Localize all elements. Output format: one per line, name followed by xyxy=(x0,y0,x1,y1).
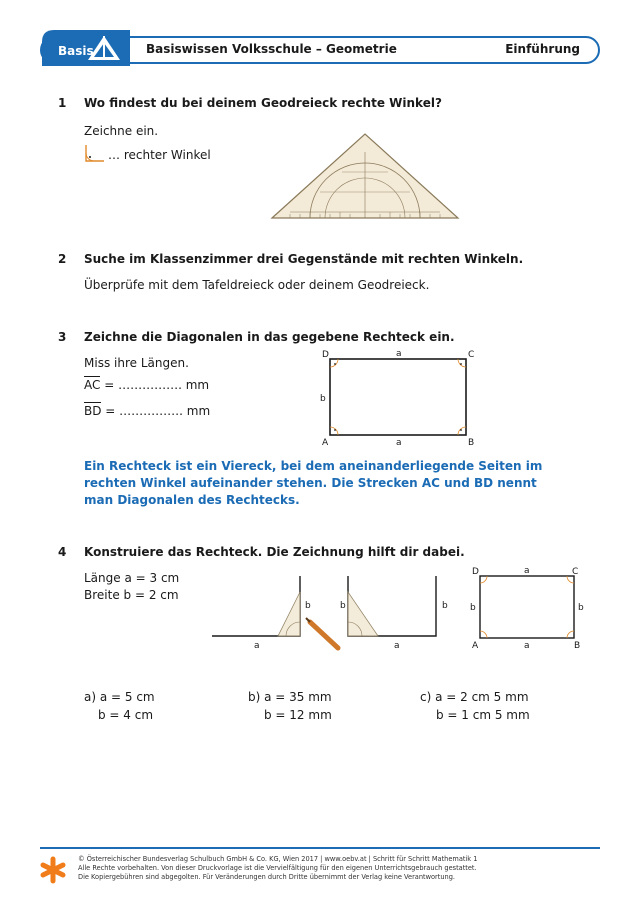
side-b-left-2: b xyxy=(470,603,476,613)
ac-label: AC xyxy=(84,378,101,392)
vertex-b: B xyxy=(468,438,475,448)
task-1-instruction: Zeichne ein. xyxy=(84,124,159,138)
right-angle-legend: … rechter Winkel xyxy=(108,148,211,162)
rectangle-info-text: Ein Rechteck ist ein Viereck, bei dem aneinanderliegende Seiten im rechten Winkel aufeinander stehen. Die Strecken AC und BD nennt man Diagonalen des Rechtecks. xyxy=(84,459,543,507)
vertex-c-2: C xyxy=(572,567,579,577)
side-b-left: b xyxy=(320,394,326,404)
given-width: Breite b = 2 cm xyxy=(84,588,179,602)
exercise-c-line2: b = 1 cm 5 mm xyxy=(436,708,530,722)
right-angle-symbol-icon xyxy=(84,143,106,163)
sketch-label-b3: b xyxy=(442,601,448,611)
side-a-bottom-2: a xyxy=(524,641,530,651)
ac-blank: = ……………. mm xyxy=(100,378,210,392)
publisher-logo-icon xyxy=(40,856,66,884)
bd-label: BD xyxy=(84,404,102,418)
ac-measure-line xyxy=(84,378,209,392)
side-a-top: a xyxy=(396,349,402,359)
given-length: Länge a = 3 cm xyxy=(84,571,180,585)
task-3-question: Zeichne die Diagonalen in das gegebene Rechteck ein. xyxy=(84,330,455,344)
exercise-b-line1: b) a = 35 mm xyxy=(248,690,332,704)
task-4-number: 4 xyxy=(58,545,67,559)
constructed-rectangle xyxy=(468,564,586,652)
sketch-label-b1: b xyxy=(305,601,311,611)
task-3-number: 3 xyxy=(58,330,67,344)
exercise-a-line1: a) a = 5 cm xyxy=(84,690,155,704)
task-2-instruction: Überprüfe mit dem Tafeldreieck oder deinem Geodreieck. xyxy=(84,278,430,292)
set-square-icon xyxy=(270,132,460,220)
vertex-d: D xyxy=(322,350,329,360)
task-4-question: Konstruiere das Rechteck. Die Zeichnung hilft dir dabei. xyxy=(84,545,465,559)
vertex-b-2: B xyxy=(574,641,581,651)
pencil-icon xyxy=(306,618,338,648)
side-a-top-2: a xyxy=(524,566,530,576)
section-label: Einführung xyxy=(505,42,580,56)
bd-blank: = ……………. mm xyxy=(101,404,211,418)
side-b-right-2: b xyxy=(578,603,584,613)
task-2-question: Suche im Klassenzimmer drei Gegenstände mit rechten Winkeln. xyxy=(84,252,524,266)
task-3-instruction: Miss ihre Längen. xyxy=(84,356,189,370)
sketch-label-b2: b xyxy=(340,601,346,611)
vertex-a: A xyxy=(322,438,329,448)
badge-label: Basis xyxy=(58,44,94,58)
vertex-d-2: D xyxy=(472,567,479,577)
task-2-number: 2 xyxy=(58,252,67,266)
vertex-a-2: A xyxy=(472,641,479,651)
footer-text xyxy=(78,855,598,881)
footer-line-3: Die Kopiergebühren sind abgegolten. Für Veränderungen durch Dritte übernimmt der Verlag keine Verantwortung. xyxy=(78,872,455,881)
footer-line-1: © Österreichischer Bundesverlag Schulbuch GmbH & Co. KG, Wien 2017 | www.oebv.at | Schritt für Schritt Mathematik 1 xyxy=(78,855,478,863)
rectangle-abcd-diagram xyxy=(316,346,480,450)
task-1-question: Wo findest du bei deinem Geodreieck rechte Winkel? xyxy=(84,96,442,110)
page-title: Basiswissen Volksschule – Geometrie xyxy=(146,42,397,56)
side-a-bottom: a xyxy=(396,438,402,448)
task-1-number: 1 xyxy=(58,96,67,110)
sketch-label-a2: a xyxy=(394,641,400,651)
exercise-a-line2: b = 4 cm xyxy=(98,708,154,722)
footer-divider xyxy=(40,847,600,849)
exercise-c-line1: c) a = 2 cm 5 mm xyxy=(420,690,529,704)
construction-sketch xyxy=(208,570,458,652)
sketch-label-a1: a xyxy=(254,641,260,651)
exercise-b-line2: b = 12 mm xyxy=(264,708,332,722)
vertex-c: C xyxy=(468,350,475,360)
footer-line-2: Alle Rechte vorbehalten. Von dieser Druckvorlage ist die Vervielfältigung für den eigenen Unterrichtsgebrauch gestattet. xyxy=(78,863,477,872)
bd-measure-line xyxy=(84,404,210,418)
